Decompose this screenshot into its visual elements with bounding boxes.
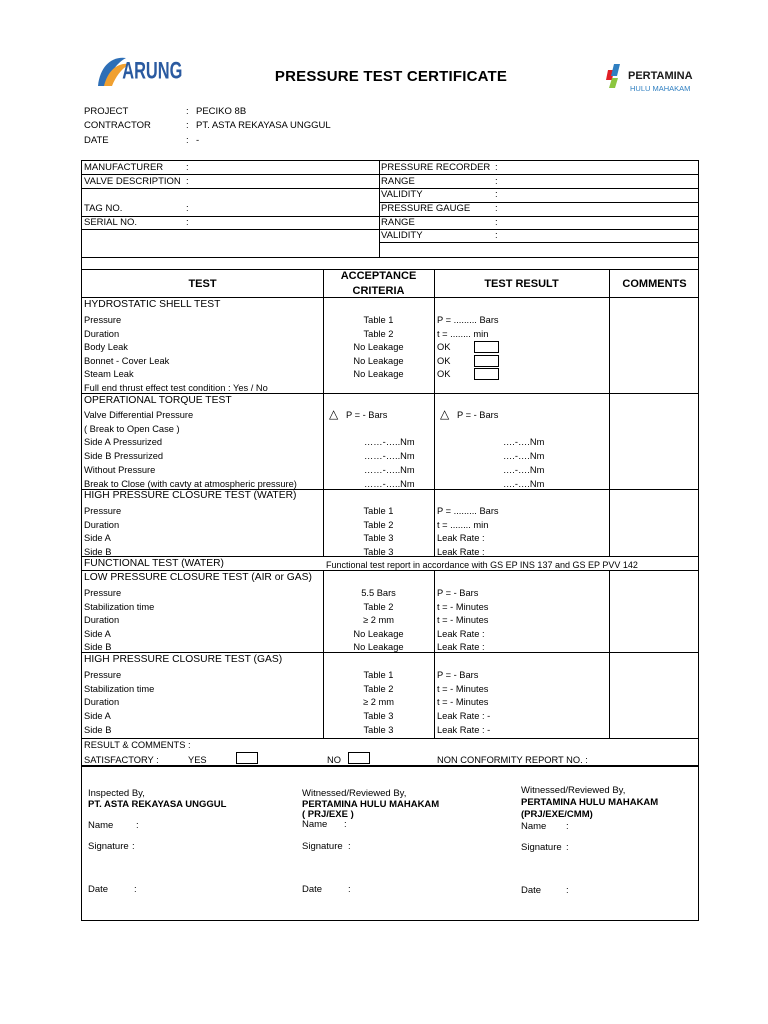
validity-label: VALIDITY	[381, 189, 423, 200]
criteria-value: Table 1	[363, 315, 394, 325]
equipment-info-box: MANUFACTURER : VALVE DESCRIPTION : TAG NO. : SERIAL NO. : PRESSURE RECORDER : RANGE : VALIDITY : PRESSURE GAUGE : RANGE : VALIDITY :	[81, 160, 699, 270]
test-label: Pressure	[84, 670, 122, 680]
svg-text:HULU MAHAKAM: HULU MAHAKAM	[630, 84, 691, 93]
svg-text:PERTAMINA: PERTAMINA	[628, 70, 693, 82]
result-value: P = - Bars	[437, 588, 479, 598]
criteria-value: No Leakage	[353, 356, 404, 366]
ok-checkbox[interactable]	[474, 355, 499, 367]
section-title-hp-water: HIGH PRESSURE CLOSURE TEST (WATER)	[84, 490, 297, 501]
signature-label: Signature	[521, 842, 562, 853]
test-label: Side A	[84, 711, 111, 721]
name-label: Name	[302, 819, 328, 830]
date-label: Date	[521, 885, 542, 896]
ok-checkbox[interactable]	[474, 341, 499, 353]
signature-label: Signature	[302, 841, 343, 852]
test-label: Bonnet - Cover Leak	[84, 356, 170, 366]
result-value: Leak Rate : -	[437, 725, 491, 735]
result-ok-label: OK	[437, 356, 451, 366]
witnessed-dept: ( PRJ/EXE )	[302, 809, 354, 820]
criteria-value: No Leakage	[353, 629, 404, 639]
test-label: Side B	[84, 547, 112, 557]
project-value: PECIKO 8B	[196, 106, 247, 117]
criteria-value: Table 1	[363, 506, 394, 516]
result-value: t = - Minutes	[437, 615, 489, 625]
result-value: ….-….Nm	[503, 479, 545, 489]
result-value: t = - Minutes	[437, 684, 489, 694]
section-title-torque: OPERATIONAL TORQUE TEST	[84, 395, 232, 406]
name-label: Name	[521, 821, 547, 832]
witnessed-company: PERTAMINA HULU MAHAKAM	[302, 799, 440, 810]
section-title-hydrostatic: HYDROSTATIC SHELL TEST	[84, 299, 221, 310]
serial-no-label: SERIAL NO.	[84, 217, 137, 228]
test-label: Without Pressure	[84, 465, 156, 475]
test-label: Full end thrust effect test condition : Yes / No	[84, 383, 268, 393]
date-value: -	[196, 135, 200, 146]
criteria-value: Table 3	[363, 725, 394, 735]
criteria-value: Table 3	[363, 533, 394, 543]
col-header-comments: COMMENTS	[622, 278, 687, 290]
result-value: P = - Bars	[457, 410, 499, 420]
test-label: Side B Pressurized	[84, 451, 164, 461]
result-value: ….-….Nm	[503, 437, 545, 447]
section-title-functional: FUNCTIONAL TEST (WATER)	[84, 558, 224, 569]
criteria-value: ……-…..Nm	[364, 479, 415, 489]
pertamina-logo	[604, 60, 694, 96]
test-table	[81, 270, 699, 766]
reviewed-company: PERTAMINA HULU MAHAKAM	[521, 797, 659, 808]
result-value: P = - Bars	[437, 670, 479, 680]
result-ok-label: OK	[437, 342, 451, 352]
functional-note: Functional test report in accordance with GS EP INS 137 and GS EP PVV 142	[326, 560, 638, 570]
test-label: Pressure	[84, 506, 122, 516]
result-value: ….-….Nm	[503, 465, 545, 475]
test-label: Break to Close (with cavty at atmospheric pressure)	[84, 479, 297, 489]
no-checkbox[interactable]	[348, 752, 370, 764]
date-label: Date	[302, 884, 323, 895]
test-label: Side A	[84, 533, 111, 543]
result-value: Leak Rate :	[437, 629, 485, 639]
result-value: P = ......... Bars	[437, 315, 499, 325]
result-value: t = ........ min	[437, 329, 489, 339]
delta-icon: △	[440, 407, 450, 421]
criteria-value: Table 3	[363, 711, 394, 721]
criteria-value: Table 2	[363, 520, 394, 530]
result-value: Leak Rate : -	[437, 711, 491, 721]
test-label: Stabilization time	[84, 602, 155, 612]
criteria-value: ……-…..Nm	[364, 465, 415, 475]
contractor-value: PT. ASTA REKAYASA UNGGUL	[196, 120, 331, 131]
inspected-by-label: Inspected By,	[88, 788, 145, 799]
test-label: Duration	[84, 329, 120, 339]
test-label: Body Leak	[84, 342, 128, 352]
test-label: Side B	[84, 642, 112, 652]
test-label: Side A	[84, 629, 111, 639]
name-label: Name	[88, 820, 114, 831]
criteria-value: ……-…..Nm	[364, 437, 415, 447]
svg-text:ARUNG: ARUNG	[122, 57, 183, 85]
result-value: Leak Rate :	[437, 642, 485, 652]
result-value: t = ........ min	[437, 520, 489, 530]
criteria-value: Table 2	[363, 329, 394, 339]
validity-label-2: VALIDITY	[381, 230, 423, 241]
signature-label: Signature	[88, 841, 129, 852]
test-label: Stabilization time	[84, 684, 155, 694]
no-label: NO	[327, 755, 341, 765]
tag-no-label: TAG NO.	[84, 203, 123, 214]
delta-icon: △	[329, 407, 339, 421]
result-ok-label: OK	[437, 369, 451, 379]
result-value: Leak Rate :	[437, 533, 485, 543]
ncr-label: NON CONFORMITY REPORT NO. :	[437, 755, 588, 765]
section-title-lp-gas: LOW PRESSURE CLOSURE TEST (AIR or GAS)	[84, 572, 312, 583]
yes-label: YES	[188, 755, 207, 765]
ok-checkbox[interactable]	[474, 368, 499, 380]
result-value: t = - Minutes	[437, 602, 489, 612]
manufacturer-label: MANUFACTURER	[84, 162, 164, 173]
col-header-acceptance-2: CRITERIA	[352, 285, 405, 297]
test-label: Side B	[84, 725, 112, 735]
inspected-company: PT. ASTA REKAYASA UNGGUL	[88, 799, 227, 810]
reviewed-dept: (PRJ/EXE/CMM)	[521, 809, 593, 820]
pressure-recorder-label: PRESSURE RECORDER	[381, 162, 491, 173]
criteria-value: Table 2	[363, 684, 394, 694]
test-label: Duration	[84, 615, 120, 625]
result-value: P = ......... Bars	[437, 506, 499, 516]
section-title-hp-gas: HIGH PRESSURE CLOSURE TEST (GAS)	[84, 654, 283, 665]
range-label-2: RANGE	[381, 217, 415, 228]
result-comments-label: RESULT & COMMENTS :	[84, 740, 191, 750]
col-header-acceptance-1: ACCEPTANCE	[340, 270, 417, 282]
result-value: t = - Minutes	[437, 697, 489, 707]
test-label: Valve Differential Pressure	[84, 410, 194, 420]
criteria-value: Table 3	[363, 547, 394, 557]
result-value: Leak Rate :	[437, 547, 485, 557]
criteria-value: ≥ 2 mm	[363, 615, 394, 625]
criteria-value: P = - Bars	[346, 410, 388, 420]
pressure-gauge-label: PRESSURE GAUGE	[381, 203, 471, 214]
criteria-value: No Leakage	[353, 342, 404, 352]
result-value: ….-….Nm	[503, 451, 545, 461]
criteria-value: Table 2	[363, 602, 394, 612]
yes-checkbox[interactable]	[236, 752, 258, 764]
valve-description-label: VALVE DESCRIPTION	[84, 176, 181, 187]
date-label: Date	[88, 884, 109, 895]
test-label: ( Break to Open Case )	[84, 424, 180, 434]
signature-block: Inspected By, PT. ASTA REKAYASA UNGGUL Name : Signature : Date : Witnessed/Reviewed By, PERTAMINA HULU MAHAKAM ( PRJ/EXE ) Name : Signature : Date : Witnessed/Reviewed By, PERTAMINA HULU MAHAKAM (PRJ/EXE/CMM) Name : Signature : Date :	[81, 766, 699, 921]
test-label: Steam Leak	[84, 369, 134, 379]
arung-logo	[96, 52, 183, 90]
reviewed-by-label: Witnessed/Reviewed By,	[521, 785, 626, 796]
criteria-value: No Leakage	[353, 642, 404, 652]
test-label: Duration	[84, 520, 120, 530]
criteria-value: ≥ 2 mm	[363, 697, 394, 707]
test-label: Pressure	[84, 315, 122, 325]
criteria-value: Table 1	[363, 670, 394, 680]
col-header-test: TEST	[188, 278, 217, 290]
satisfactory-label: SATISFACTORY :	[84, 755, 159, 765]
test-label: Duration	[84, 697, 120, 707]
criteria-value: No Leakage	[353, 369, 404, 379]
test-label: Pressure	[84, 588, 122, 598]
criteria-value: 5.5 Bars	[361, 588, 396, 598]
range-label: RANGE	[381, 176, 415, 187]
document-title: PRESSURE TEST CERTIFICATE	[274, 68, 508, 85]
criteria-value: ……-…..Nm	[364, 451, 415, 461]
test-label: Side A Pressurized	[84, 437, 163, 447]
col-header-result: TEST RESULT	[484, 278, 559, 290]
witnessed-by-label: Witnessed/Reviewed By,	[302, 788, 407, 799]
